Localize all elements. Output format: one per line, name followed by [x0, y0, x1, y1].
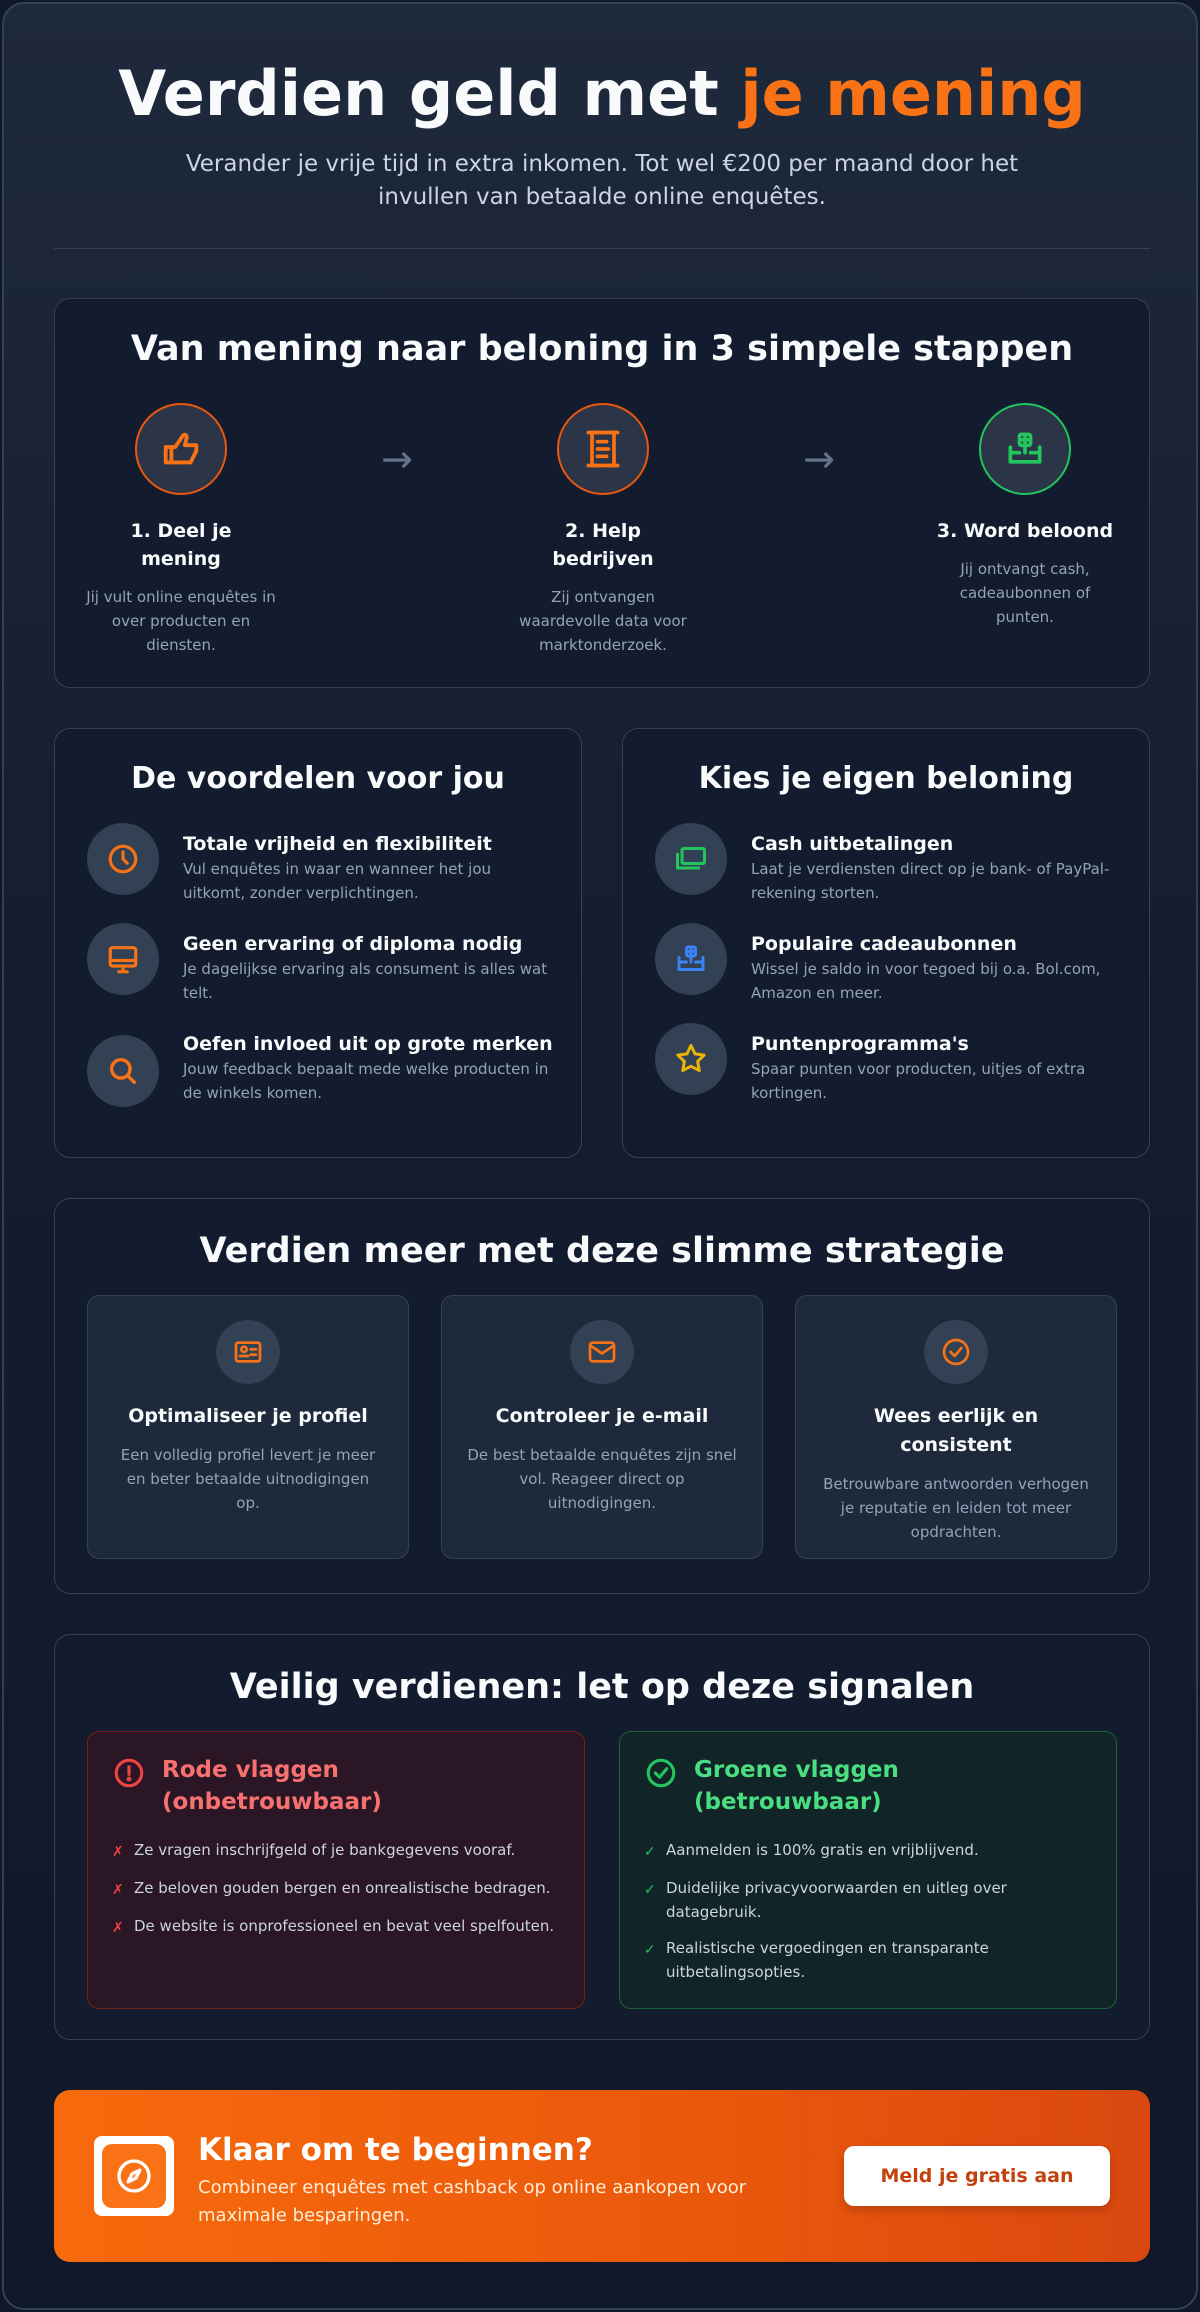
step-3 — [925, 403, 1125, 629]
page-title — [54, 54, 1150, 134]
tip-title: Controleer je e-mail — [495, 1405, 709, 1427]
signals-card — [54, 1634, 1150, 2040]
gift-card-icon — [655, 923, 727, 995]
benefit-title: Geen ervaring of diploma nodig — [183, 933, 523, 955]
green-flag-item: ✓ Duidelijke privacyvoorwaarden en uitleg over datagebruik. — [644, 1876, 1092, 1924]
rewards-card — [622, 728, 1150, 1158]
id-card-icon — [216, 1320, 280, 1384]
check-circle-icon — [644, 1756, 678, 1794]
title-main: Verdien geld met — [118, 57, 741, 130]
reward-text: Wissel je saldo in voor tegoed bij o.a. Bol.com, Amazon en meer. — [751, 960, 1101, 1002]
arrow-icon: → — [381, 437, 413, 481]
step-title: 2. Help bedrijven — [552, 520, 654, 570]
red-flag-item: ✗ Ze vragen inschrijfgeld of je bankgegevens vooraf. — [112, 1838, 560, 1864]
steps-card — [54, 298, 1150, 688]
reward-title: Cash uitbetalingen — [751, 833, 954, 855]
cash-icon — [655, 823, 727, 895]
signals-title: Veilig verdienen: let op deze signalen — [229, 1667, 975, 1707]
page — [2, 2, 1198, 2310]
reward-item — [655, 1023, 1125, 1105]
step-2 — [503, 403, 703, 657]
alert-icon — [112, 1756, 146, 1794]
arrow-icon: → — [803, 437, 835, 481]
check-icon: ✓ — [644, 1844, 656, 1860]
clock-icon — [87, 823, 159, 895]
step-text: Jij ontvangt cash, cadeaubonnen of punten. — [959, 560, 1091, 626]
red-flag-item: ✗ Ze beloven gouden bergen en onrealistische bedragen. — [112, 1876, 560, 1902]
benefit-text: Je dagelijkse ervaring als consument is alles wat telt. — [183, 960, 548, 1002]
tip-text: Betrouwbare antwoorden verhogen je reputatie en leiden tot meer opdrachten. — [823, 1475, 1089, 1541]
benefits-card — [54, 728, 582, 1158]
cross-icon: ✗ — [112, 1844, 124, 1860]
star-icon — [655, 1023, 727, 1095]
hero — [54, 54, 1150, 214]
strategy-card — [54, 1198, 1150, 1594]
step-text: Zij ontvangen waardevolle data voor marktonderzoek. — [519, 588, 687, 654]
cta-title: Klaar om te beginnen? — [198, 2132, 593, 2168]
red-flag-item: ✗ De website is onprofessioneel en bevat veel spelfouten. — [112, 1914, 560, 1940]
hand-pointing-icon — [135, 403, 227, 495]
benefit-item — [87, 823, 557, 905]
page-subtitle: Verander je vrije tijd in extra inkomen. Tot wel €200 per maand door het invullen van betaalde online enquêtes. — [185, 151, 1019, 210]
reward-title: Puntenprogramma's — [751, 1033, 969, 1055]
green-flag-item: ✓ Aanmelden is 100% gratis en vrijblijvend. — [644, 1838, 1092, 1864]
benefit-title: Totale vrijheid en flexibiliteit — [183, 833, 492, 855]
document-icon — [557, 403, 649, 495]
red-flags-title: Rode vlaggen (onbetrouwbaar) — [162, 1757, 382, 1815]
strategy-title: Verdien meer met deze slimme strategie — [199, 1231, 1005, 1271]
reward-item — [655, 923, 1125, 1005]
reward-title: Populaire cadeaubonnen — [751, 933, 1017, 955]
check-circle-icon — [924, 1320, 988, 1384]
benefit-text: Vul enquêtes in waar en wanneer het jou uitkomt, zonder verplichtingen. — [183, 860, 492, 902]
cross-icon: ✗ — [112, 1920, 124, 1936]
check-icon: ✓ — [644, 1942, 656, 1958]
strategy-tip — [87, 1295, 409, 1559]
tip-title: Wees eerlijk en consistent — [873, 1405, 1039, 1456]
step-1 — [81, 403, 281, 657]
reward-text: Laat je verdiensten direct op je bank- of PayPal-rekening storten. — [751, 860, 1110, 902]
strategy-tip — [441, 1295, 763, 1559]
green-flags-panel — [619, 1731, 1117, 2009]
magnifier-icon — [87, 1035, 159, 1107]
step-title: 1. Deel je mening — [130, 520, 232, 570]
benefits-title: De voordelen voor jou — [131, 761, 505, 796]
benefit-item — [87, 923, 557, 1005]
benefit-title: Oefen invloed uit op grote merken — [183, 1033, 553, 1055]
cta-banner — [54, 2090, 1150, 2262]
cross-icon: ✗ — [112, 1882, 124, 1898]
signup-button[interactable]: Meld je gratis aan — [844, 2146, 1110, 2206]
divider — [54, 248, 1150, 249]
tip-text: Een volledig profiel levert je meer en beter betaalde uitnodigingen op. — [120, 1446, 376, 1512]
tip-text: De best betaalde enquêtes zijn snel vol. Reageer direct op uitnodigingen. — [467, 1446, 737, 1512]
benefit-item — [87, 1023, 557, 1107]
strategy-tip — [795, 1295, 1117, 1559]
steps-title: Van mening naar beloning in 3 simpele stappen — [130, 329, 1074, 369]
envelope-icon — [570, 1320, 634, 1384]
reward-item — [655, 823, 1125, 905]
title-accent: je mening — [740, 57, 1086, 130]
monitor-icon — [87, 923, 159, 995]
cta-text: Combineer enquêtes met cashback op online aankopen voor maximale besparingen. — [198, 2177, 747, 2226]
compass-logo-icon — [94, 2136, 174, 2216]
green-flag-item: ✓ Realistische vergoedingen en transparante uitbetalingsopties. — [644, 1936, 1092, 1984]
step-title: 3. Word beloond — [936, 520, 1114, 542]
red-flags-panel — [87, 1731, 585, 2009]
rewards-title: Kies je eigen beloning — [698, 761, 1074, 796]
gift-icon — [979, 403, 1071, 495]
step-text: Jij vult online enquêtes in over producten en diensten. — [86, 588, 276, 654]
tip-title: Optimaliseer je profiel — [128, 1405, 368, 1427]
benefit-text: Jouw feedback bepaalt mede welke producten in de winkels komen. — [183, 1060, 549, 1102]
reward-text: Spaar punten voor producten, uitjes of extra kortingen. — [751, 1060, 1086, 1102]
green-flags-title: Groene vlaggen (betrouwbaar) — [694, 1757, 899, 1815]
check-icon: ✓ — [644, 1882, 656, 1898]
